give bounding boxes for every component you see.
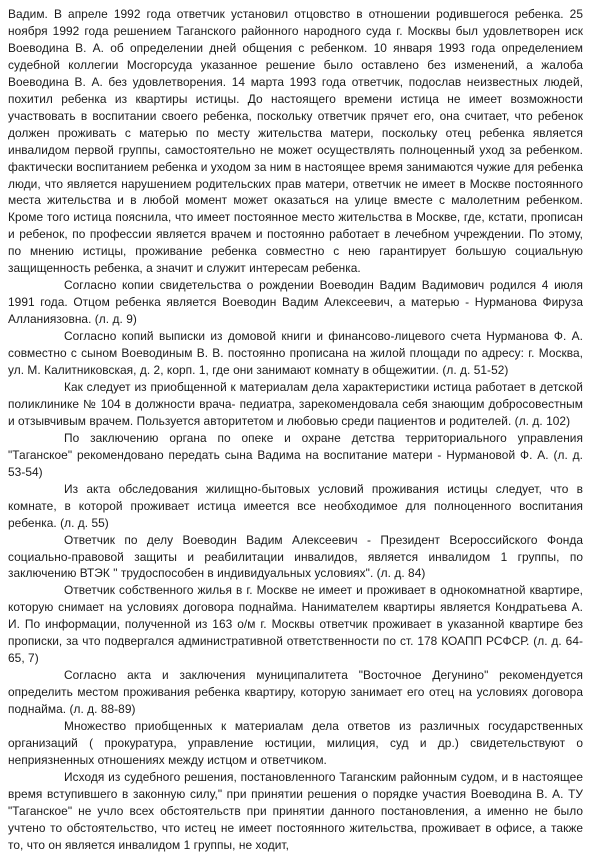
paragraph-work-reference: Как следует из приобщенной к материалам дела характеристики истица работает в детской поликлинике № 104 в должности врача- педиатра, зарекомендовала себя знающим добросовестным и отзывчивым врачем. Пользуется авторитетом и любовью среди пациентов и родителей. (л. д. 102) <box>8 379 583 428</box>
paragraph-house-book-extract: Согласно копий выписки из домовой книги и финансово-лицевого счета Нурманова Ф. А. совместно с сыном Воеводиным В. В. постоянно прописана на жилой площади по адресу: г. Москва, ул. М. Калитниковская, д. 2, корп. 1, где они занимают комнату в общежитии. (л. д. 51-52) <box>8 329 583 378</box>
paragraph-agency-responses: Множество приобщенных к материалам дела ответов из различных государственных организаций ( прокуратура, управление юстиции, милиция, суд и др.) свидетельствуют о неприязненных отношениях между истцом и ответчиком. <box>8 719 583 767</box>
paragraph-municipality-act: Согласно акта и заключения муниципалитета "Восточное Дегунино" рекомендуется определить местом проживания ребенка квартиру, которую занимает его отец на условиях договора поднайма. (л. д. 88-89) <box>8 668 583 717</box>
paragraph-guardianship-conclusion: По заключению органа по опеке и охране детства территориального управления "Таганское" рекомендовано передать сына Вадима на воспитание матери - Нурмановой Ф. А. (л. д. 53-54) <box>8 430 583 479</box>
paragraph-case-history: Вадим. В апреле 1992 года ответчик установил отцовство в отношении родившегося ребенка. 25 ноября 1992 года решением Таганского районного народного суда г. Москвы был удовлетворен иск Воеводина В. А. об определении дней общения с ребенком. 10 января 1993 года определением судебной коллегии Мосгорсуда указанное решение было оставлено без изменений, а жалоба Воеводина В. А. без удовлетворения. 14 марта 1993 года ответчик, подослав неизвестных людей, похитил ребенка из квартиры истицы. До настоящего времени истица не имеет возможности участвовать в воспитании своего ребенка, поскольку ответчик прячет его, она считает, что ребенок должен проживать с матерью по месту жительства матери, поскольку отец ребенка является инвалидом первой группы, самостоятельно не может осуществлять полноценный уход за ребенком. фактически воспитанием ребенка и уходом за ним в настоящее время занимаются чужие для ребенка люди, что является нарушением родительских прав матери, ответчик не имеет в Москве постоянного места жительства и в любой момент может оказаться на улице вместе с малолетним ребенком. Кроме того истица пояснила, что имеет постоянное место жительства в Москве, где, кстати, прописан и ребенок, по профессии является врачем и постоянно работает в лечебном учреждении. По этому, по мнению истицы, проживание ребенка совместно с нею гарантирует большую социальную защищенность ребенка, а значит и служит интересам ребенка. <box>8 7 583 276</box>
paragraph-defendant-housing: Ответчик собственного жилья в г. Москве не имеет и проживает в однокомнатной квартире, которую снимает на условиях договора поднайма. Нанимателем квартиры является Кондратьева А. И. По информации, полученной из 163 о/м г. Москвы ответчик проживает в указанной квартире без прописки, за что подвергался административной ответственности по ст. 178 КОАПП РСФСР. (л. д. 64-65, 7) <box>8 583 583 666</box>
paragraph-defendant-profile: Ответчик по делу Воеводин Вадим Алексеевич - Президент Всероссийского Фонда социально-правовой защиты и реабилитации инвалидов, является инвалидом 1 группы, по заключению ВТЭК " трудоспособен в индивидуальных условиях". (л. д. 84) <box>8 532 583 581</box>
paragraph-living-conditions-act: Из акта обследования жилищно-бытовых условий проживания истицы следует, что в комнате, в которой проживает истица имеется все необходимое для полноценного воспитания ребенка. (л. д. 55) <box>8 481 583 530</box>
document-page <box>8 6 583 854</box>
paragraph-court-decision: Исходя из судебного решения, постановленного Таганским районным судом, и в настоящее время вступившего в законную силу," при принятии решения о порядке участия Воеводина В. А. ТУ "Таганское" не учло всех обстоятельств при принятии данного постановления, а именно не было учтено то обстоятельство, что истец не имеет постоянного жительства, проживает в офисе, а также то, что он является инвалидом 1 группы, не ходит, <box>8 769 583 852</box>
paragraph-birth-certificate: Согласно копии свидетельства о рождении Воеводин Вадим Вадимович родился 4 июля 1991 года. Отцом ребенка является Воеводин Вадим Алексеевич, а матерью - Нурманова Фируза Алланиязовна. (л. д. 9) <box>8 278 583 327</box>
